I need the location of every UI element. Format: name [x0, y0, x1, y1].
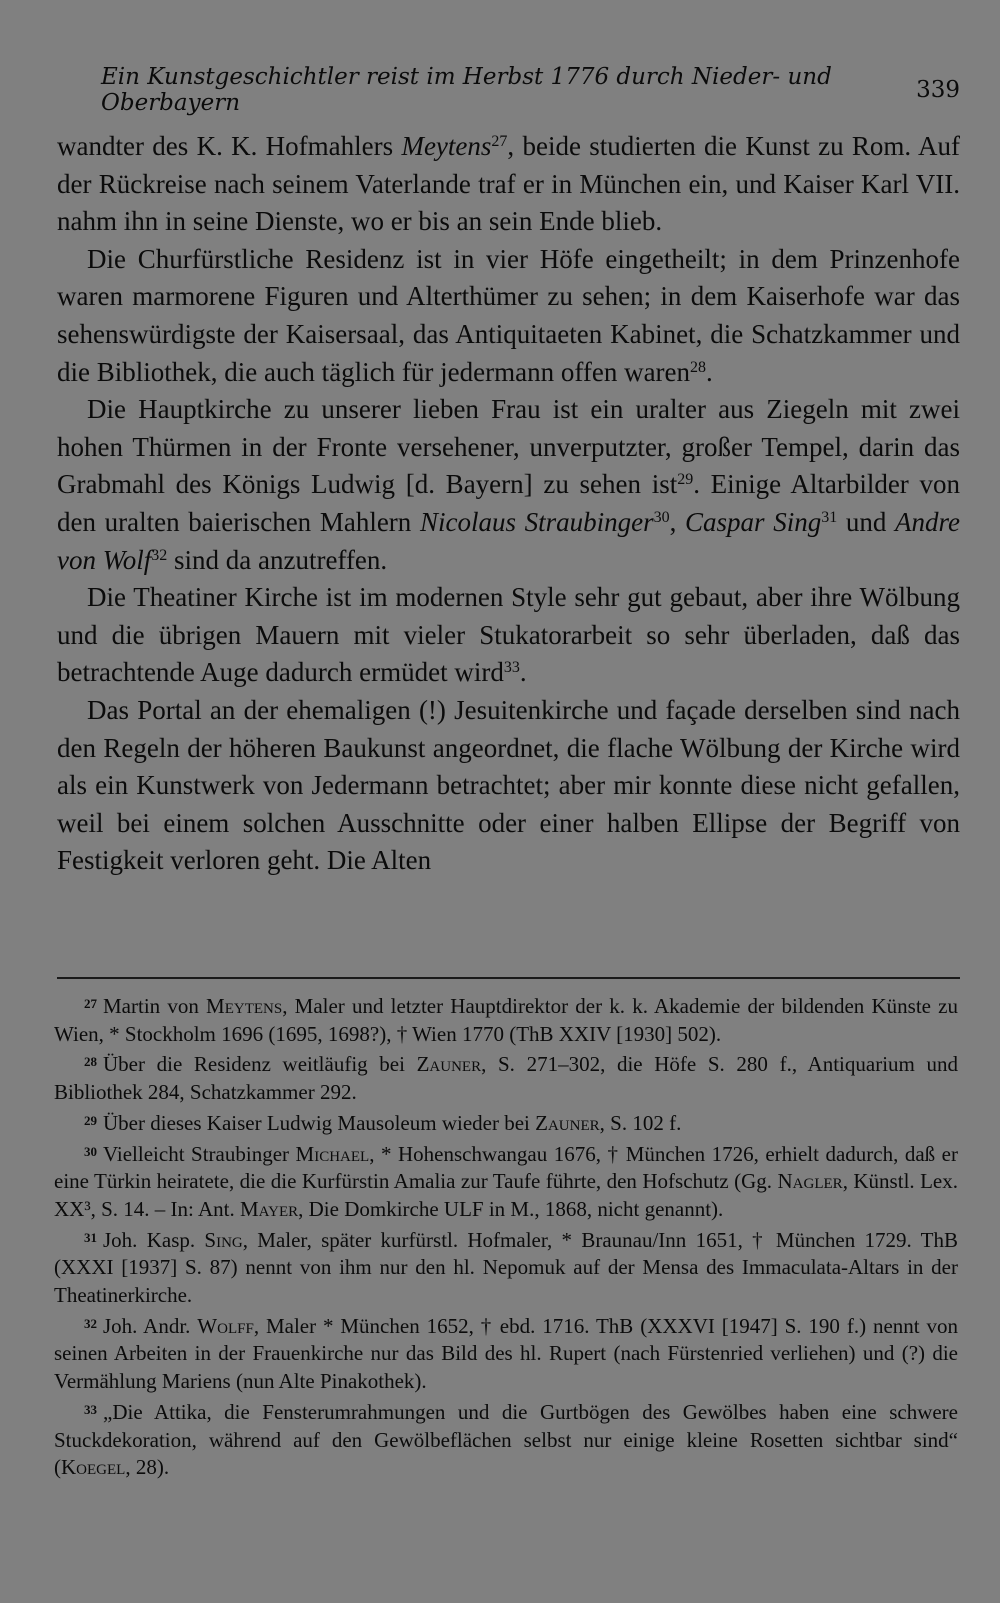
- paragraph-4: [57, 579, 960, 692]
- footnote-33: [54, 1396, 958, 1482]
- text-run: Joh. Kasp.: [103, 1227, 205, 1252]
- footnote-number: 27: [84, 996, 97, 1011]
- paragraph-3: [57, 391, 960, 579]
- italic-name: Andre von Wolf: [57, 506, 961, 575]
- footnote-ref: 30: [653, 508, 670, 526]
- text-run: . Einige Altarbilder von den uralten baierischen Mahlern: [57, 469, 960, 537]
- footnote-ref: 33: [503, 659, 520, 677]
- footnote-32: [54, 1310, 958, 1396]
- italic-name: Caspar Sing: [685, 506, 822, 537]
- text-run: Martin von: [103, 994, 207, 1018]
- small-caps-name: Zauner: [535, 1110, 600, 1135]
- text-run: , Maler und letzter Hauptdirektor der k. k. Akademie der bildenden Künste zu Wien, * Stockholm 1696 (1695, 1698?), † Wien 1770 (ThB XXIV [1930] 502).: [54, 994, 958, 1046]
- small-caps-name: Meytens: [206, 994, 283, 1018]
- small-caps-name: Koegel: [61, 1455, 126, 1480]
- text-run: wandter des K. K. Hofmahlers: [57, 131, 402, 161]
- footnote-ref: 27: [491, 133, 508, 150]
- small-caps-name: Michael: [295, 1141, 370, 1166]
- paragraph-2: [57, 241, 960, 391]
- footnote-number: 33: [84, 1401, 97, 1417]
- footnote-ref: 31: [821, 508, 838, 526]
- footnote-31: [54, 1224, 958, 1310]
- small-caps-name: Nagler: [777, 1169, 843, 1194]
- text-run: Die Hauptkirche zu unserer lieben Frau ist ein uralter aus Ziegeln mit zwei hohen Thürmen in der Fronte versehener, unverputzter, großer Tempel, darin das Grabmahl des Königs Ludwig [d. Bayern] zu sehen ist: [57, 394, 960, 500]
- footnote-divider: [57, 977, 960, 979]
- text-run: , 28).: [125, 1455, 170, 1480]
- text-run: , Maler, später kurfürstl. Hofmaler, * Braunau/Inn 1651, † München 1729. ThB (XXXI [1937] S. 87) nennt von ihm nur den hl. Nepomuk auf der Mensa des Immaculata-Altars in der Theatinerkirche.: [54, 1227, 958, 1308]
- running-header: [101, 64, 960, 116]
- footnote-27: [54, 990, 958, 1048]
- footnote-number: 31: [84, 1229, 97, 1245]
- text-run: .: [519, 657, 527, 688]
- text-run: , * Hohenschwangau 1676, † München 1726, erhielt dadurch, daß er eine Türkin heiratete, die die Kurfürstin Amalia zur Taufe führte, den Hofschutz (Gg.: [54, 1141, 959, 1194]
- footnote-28: [54, 1048, 958, 1106]
- italic-name: Meytens: [401, 131, 492, 161]
- italic-name: Nicolaus Straubinger: [419, 506, 654, 537]
- text-run: Die Churfürstliche Residenz ist in vier Höfe eingetheilt; in dem Prinzenhofe waren marmorene Figuren und Alterthümer zu sehen; in dem Kaiserhofe war das sehenswürdigste der Kaisersaal, das Antiquitaeten Kabinet, die Schatzkammer und die Bibliothek, die auch täglich für jedermann offen waren: [57, 243, 960, 387]
- text-run: , beide studierten die Kunst zu Rom. Auf der Rückreise nach seinem Vaterlande traf er in München ein, und Kaiser Karl VII. nahm ihn in seine Dienste, wo er bis an sein Ende blieb.: [57, 131, 960, 237]
- paragraph-5: [57, 692, 960, 880]
- footnote-number: 32: [84, 1315, 97, 1331]
- small-caps-name: Zauner: [416, 1052, 482, 1077]
- text-run: .: [706, 356, 713, 387]
- footnote-number: 30: [84, 1143, 97, 1159]
- text-run: „Die Attika, die Fensterumrahmungen und die Gurtbögen des Gewölbes haben eine schwere Stuckdekoration, während auf den Gewölbeflächen selbst nur einige kleine Rosetten sichtbar sind“ (: [54, 1399, 958, 1480]
- text-run: Das Portal an der ehemaligen (!) Jesuitenkirche und façade derselben sind nach den Regeln der höheren Baukunst angeordnet, die flache Wölbung der Kirche wird als ein Kunstwerk von Jedermann betrachtet; aber mir konnte diese nicht gefallen, weil bei einem solchen Ausschnitte oder einer halben Ellipse der Begriff von Festigkeit verloren geht. Die Alten: [57, 694, 960, 876]
- text-run: , Die Domkirche ULF in M., 1868, nicht genannt).: [298, 1196, 724, 1221]
- small-caps-name: Wolff: [197, 1313, 254, 1338]
- page-number: 339: [916, 77, 960, 103]
- text-run: sind da anzutreffen.: [167, 544, 388, 575]
- small-caps-name: Mayer: [239, 1196, 299, 1221]
- text-run: Über die Residenz weitläufig bei: [103, 1052, 417, 1077]
- footnote-30: [54, 1138, 958, 1224]
- footnote-ref: 28: [690, 358, 707, 376]
- text-run: , S. 102 f.: [599, 1110, 682, 1135]
- text-run: Vielleicht Straubinger: [103, 1141, 296, 1166]
- footnote-29: [54, 1107, 958, 1138]
- footnote-ref: 32: [151, 546, 168, 564]
- text-run: Über dieses Kaiser Ludwig Mausoleum wieder bei: [103, 1110, 536, 1135]
- text-run: und: [837, 506, 896, 537]
- main-text: [57, 128, 960, 880]
- footnote-number: 29: [84, 1112, 97, 1128]
- text-run: , Maler * München 1652, † ebd. 1716. ThB (XXXVI [1947] S. 190 f.) nennt von seinen Arbeiten in der Frauenkirche nur das Bild des hl. Rupert (nach Fürstenried verliehen) und (?) die Vermählung Mariens (nun Alte Pinakothek).: [54, 1313, 958, 1394]
- text-run: Die Theatiner Kirche ist im modernen Style sehr gut gebaut, aber ihre Wölbung und die übrigen Mauern mit vieler Stukatorarbeit so sehr überladen, daß das betrachtende Auge dadurch ermüdet wird: [57, 582, 960, 688]
- text-run: , Künstl. Lex. XX³, S. 14. – In: Ant.: [54, 1169, 959, 1221]
- footnote-ref: 29: [677, 471, 694, 489]
- running-title: Ein Kunstgeschichtler reist im Herbst 1776 durch Nieder- und Oberbayern: [101, 64, 832, 116]
- text-run: Joh. Andr.: [103, 1313, 198, 1338]
- footnotes: [54, 990, 958, 1482]
- footnote-number: 28: [84, 1054, 97, 1070]
- text-run: ,: [669, 506, 686, 537]
- small-caps-name: Sing: [204, 1227, 243, 1252]
- text-run: , S. 271–302, die Höfe S. 280 f., Antiquarium und Bibliothek 284, Schatzkammer 292.: [54, 1052, 958, 1105]
- paragraph-1: [57, 128, 960, 241]
